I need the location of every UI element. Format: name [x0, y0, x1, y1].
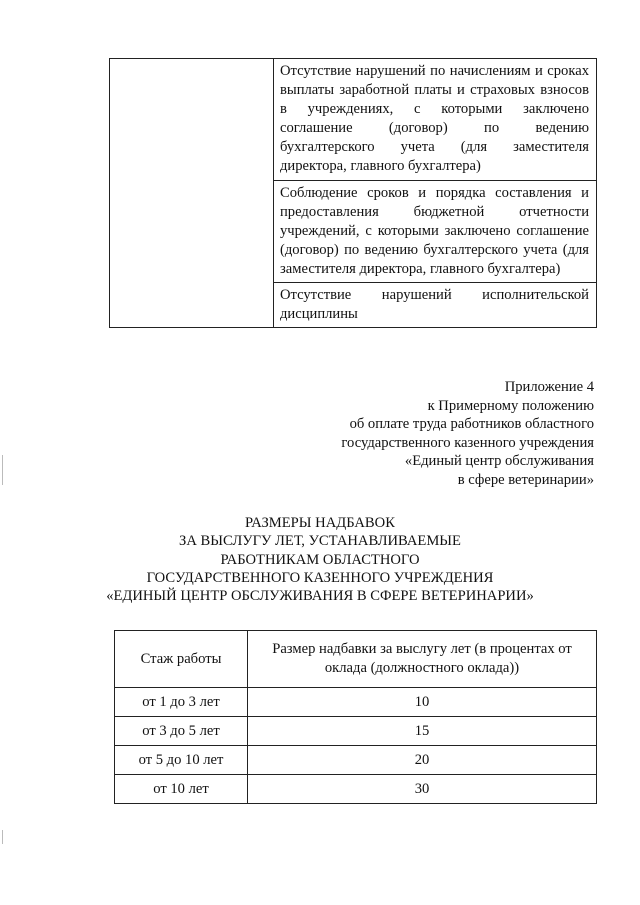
- table-row: [115, 688, 597, 717]
- title-line: РАБОТНИКАМ ОБЛАСТНОГО: [220, 551, 420, 568]
- criteria-cell: Отсутствие нарушений исполнительской дисциплины: [274, 283, 597, 328]
- appendix-line: Приложение 4: [504, 379, 594, 395]
- header-bonus-size: Размер надбавки за выслугу лет (в процентах от оклада (должностного оклада)): [248, 631, 597, 688]
- percent-cell: 10: [248, 688, 597, 717]
- table-row: [115, 717, 597, 746]
- percent-cell: 30: [248, 775, 597, 804]
- criteria-cell: Соблюдение сроков и порядка составления и предоставления бюджетной отчетности учреждений, с которыми заключено соглашение (договор) по ведению бухгалтерского учета (для заместителя директора, главного бухгалтера): [274, 181, 597, 283]
- title-line: «ЕДИНЫЙ ЦЕНТР ОБСЛУЖИВАНИЯ В СФЕРЕ ВЕТЕРИНАРИИ»: [106, 588, 534, 605]
- table-row: [115, 775, 597, 804]
- appendix-header: [320, 378, 594, 489]
- criteria-empty-cell: [110, 59, 274, 328]
- table-row: [115, 746, 597, 775]
- appendix-line: «Единый центр обслуживания: [404, 453, 594, 469]
- appendix-line: в сфере ветеринарии»: [457, 471, 594, 488]
- header-experience: Стаж работы: [115, 631, 248, 688]
- experience-cell: от 10 лет: [115, 775, 248, 804]
- scan-edge-mark: [2, 455, 3, 485]
- criteria-table: [109, 58, 597, 328]
- appendix-line: об оплате труда работников областного: [349, 416, 594, 432]
- title-line: ГОСУДАРСТВЕННОГО КАЗЕННОГО УЧРЕЖДЕНИЯ: [146, 569, 494, 586]
- document-title: [32, 514, 608, 605]
- scan-edge-mark: [2, 830, 3, 844]
- experience-cell: от 3 до 5 лет: [115, 717, 248, 746]
- appendix-line: государственного казенного учреждения: [341, 434, 594, 451]
- percent-cell: 20: [248, 746, 597, 775]
- title-line: ЗА ВЫСЛУГУ ЛЕТ, УСТАНАВЛИВАЕМЫЕ: [179, 533, 461, 550]
- criteria-row: [110, 59, 597, 181]
- percent-cell: 15: [248, 717, 597, 746]
- title-line: РАЗМЕРЫ НАДБАВОК: [245, 515, 395, 531]
- experience-cell: от 5 до 10 лет: [115, 746, 248, 775]
- bonus-table: [114, 630, 597, 804]
- bonus-header-row: [115, 631, 597, 688]
- criteria-cell: Отсутствие нарушений по начислениям и сроках выплаты заработной платы и страховых взносов в учреждениях, с которыми заключено соглашение (договор) по ведению бухгалтерского учета (для заместителя директора, главного бухгалтера): [274, 59, 597, 181]
- experience-cell: от 1 до 3 лет: [115, 688, 248, 717]
- appendix-line: к Примерному положению: [427, 397, 594, 414]
